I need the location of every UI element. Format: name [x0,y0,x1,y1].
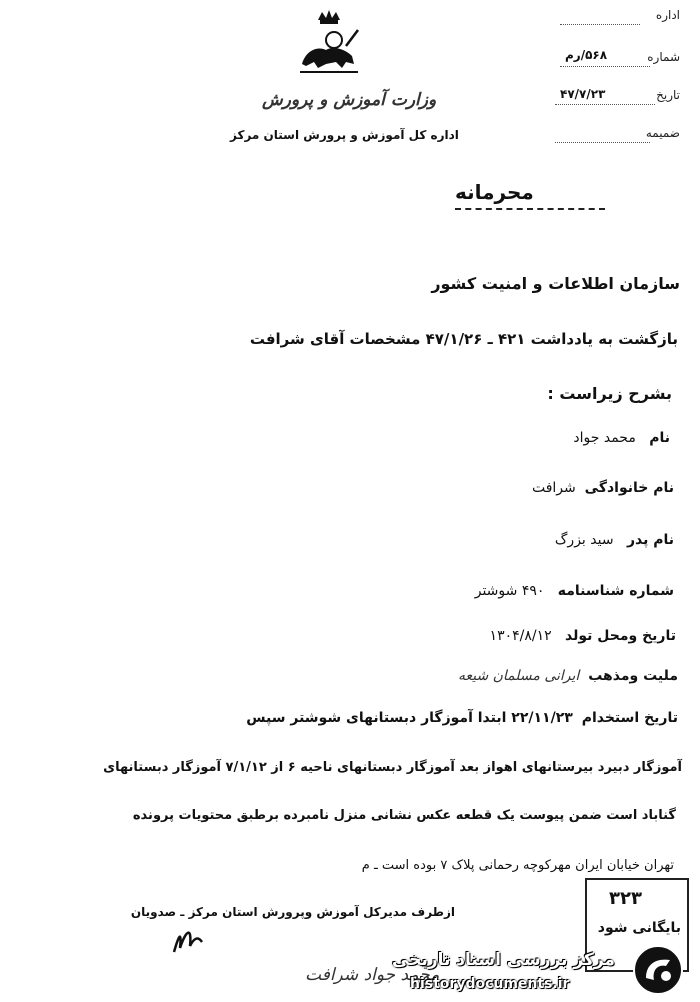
stamp-text: بایگانی شود [597,920,681,936]
signature-block: ازطرف مدیرکل آموزش وپرورش استان مرکز ـ صدویان [130,905,455,919]
stamp-number: ۳۲۳ [609,888,642,909]
field-label: نام پدر [626,532,674,548]
department-title: اداره کل آموزش و پرورش استان مرکز [230,128,459,142]
field-employment-date [246,710,678,726]
watermark-title: مرکز بررسی اسناد تاریخی [392,950,615,970]
number-label: شماره [647,50,680,64]
field-value: شرافت [531,480,576,496]
watermark-logo-icon [632,944,684,996]
subject-line: بازگشت به یادداشت ۴۲۱ ـ ۴۷/۱/۲۶ مشخصات آقای شرافت [249,330,678,348]
field-first-name [573,430,670,446]
field-label: نام [649,430,670,446]
number-dots [560,66,650,67]
field-label: ملیت ومذهب [588,668,678,684]
office-dots [560,24,640,25]
lion-and-sun-emblem-icon [296,6,362,76]
classification-mark: محرمانه [455,180,534,204]
field-label: شماره شناسنامه [557,583,674,599]
field-nationality-religion [458,668,678,684]
field-id-number [475,583,674,599]
classification-underline [455,208,605,210]
field-label: تاریخ ومحل تولد [564,628,676,644]
field-father-name [555,532,674,548]
date-dots [555,104,655,105]
field-label: نام خانوادگی [584,480,674,496]
recipient: سازمان اطلاعات و امنیت کشور [431,274,680,293]
field-value: محمد جواد [573,430,636,446]
field-birth [490,628,676,644]
date-value: ۴۷/۷/۲۳ [560,87,606,101]
watermark-url: historydocuments.ir [410,976,570,992]
paragraph-line-3: تهران خیابان ایران مهرکوچه رحمانی پلاک ۷ بوده است ـ م [361,858,674,873]
attachment-label: ضمیمه [645,126,680,140]
field-family-name [532,480,674,496]
office-label: اداره [655,8,680,22]
paragraph-line-2: گناباد است ضمن پیوست یک قطعه عکس نشانی منزل نامبرده برطبق محتویات پرونده [132,808,676,823]
field-value: ۲۲/۱۱/۲۳ ابتدا آموزگار دبستانهای شوشتر سپس [246,710,573,726]
field-value-handwritten: ایرانی مسلمان شیعه [457,668,580,684]
ministry-title: وزارت آموزش و پرورش [262,90,437,110]
field-value: ۴۹۰ شوشتر [474,583,545,599]
field-label: تاریخ استخدام [581,710,678,726]
field-value: سید بزرگ [554,532,614,548]
signature-scribble-icon [168,918,208,958]
number-value: ۵۶۸/رم [565,48,608,62]
intro-line: بشرح زیراست : [547,384,672,403]
attachment-dots [555,142,650,143]
field-value: ۱۳۰۴/۸/۱۲ [489,628,552,644]
handwritten-signature: محمد جواد شرافت [305,965,440,985]
date-label: تاریخ [656,88,680,102]
paragraph-line-1: آموزگار دبیرد بیرستانهای اهواز بعد آموزگار دبستانهای ناحیه ۶ از ۷/۱/۱۲ آموزگار دبستانهای [103,760,682,775]
